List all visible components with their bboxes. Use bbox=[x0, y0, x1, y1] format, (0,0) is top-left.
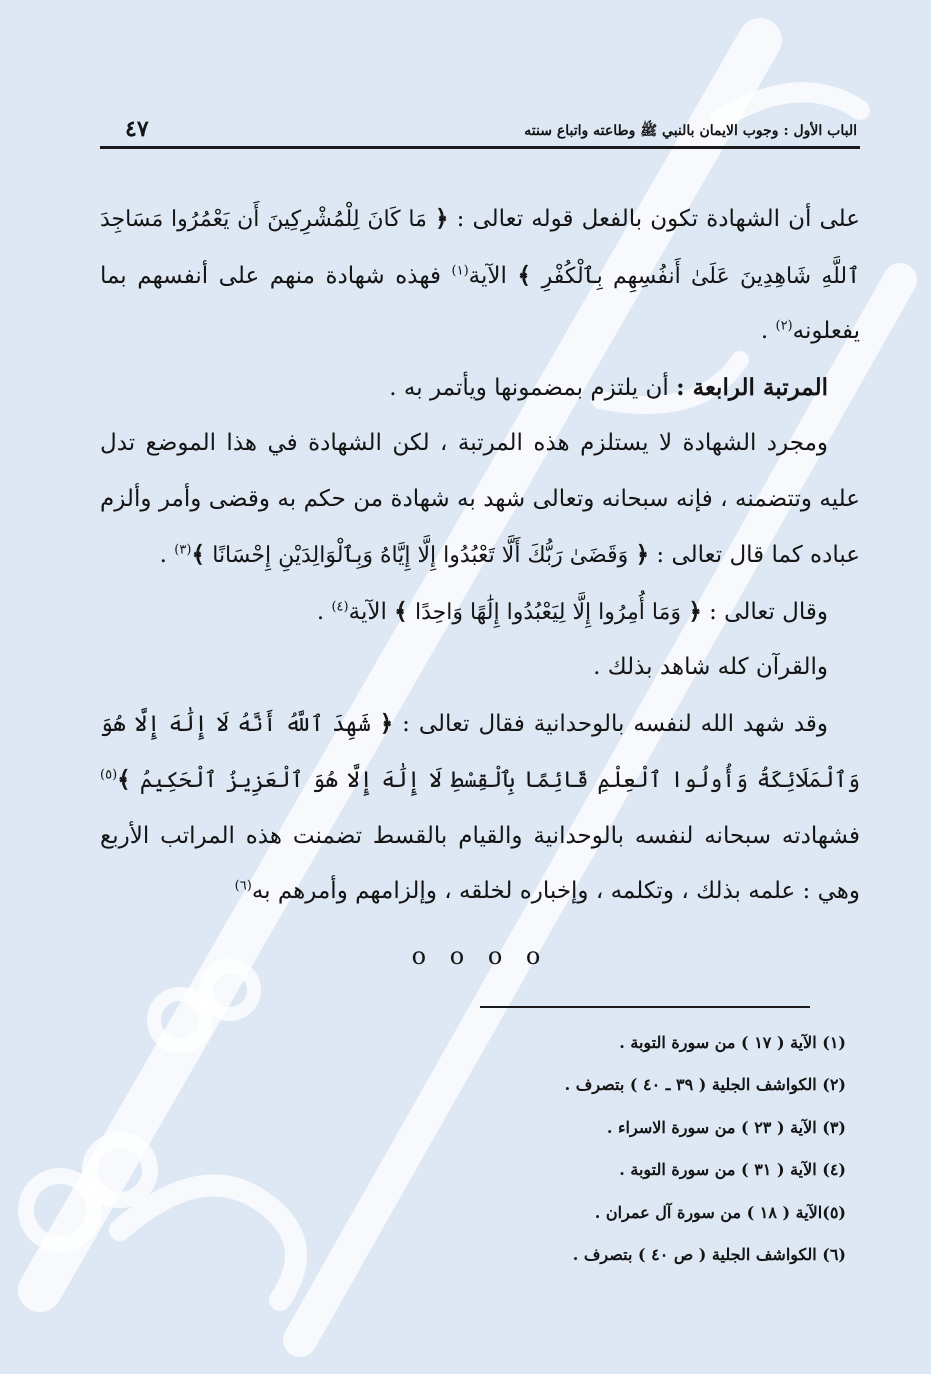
section-ornament: o o o o bbox=[411, 941, 549, 970]
footnote-divider bbox=[480, 1006, 810, 1008]
quran-verse: مَا كَانَ لِلْمُشْرِكِينَ أَن يَعْمُرُوا مَسَاجِدَ ٱللَّهِ شَاهِدِينَ عَلَىٰ أَنفُسِهِم بِٱلْكُفْرِ bbox=[100, 207, 861, 289]
paragraph-shahada-by-action bbox=[100, 191, 860, 360]
paragraph-oneness bbox=[100, 696, 860, 920]
footnote-item: (٥)الآية ( ١٨ ) من سورة آل عمران . bbox=[594, 1202, 846, 1222]
paragraph-text: وقال تعالى : bbox=[709, 598, 828, 625]
paragraph-commanded-worship bbox=[100, 584, 860, 641]
quran-verse: وَقَضَىٰ رَبُّكَ أَلَّا تَعْبُدُوا إِلَّا إِيَّاهُ وَبِٱلْوَالِدَيْنِ إِحْسَانًا bbox=[212, 543, 629, 568]
page-number: ٤٧ bbox=[125, 116, 149, 142]
body-text bbox=[100, 191, 860, 920]
quran-close-bracket: ﴾ bbox=[117, 766, 131, 793]
quran-open-bracket: ﴿ bbox=[435, 205, 449, 232]
paragraph-text: فشهادته سبحانه لنفسه بالوحدانية والقيام بالقسط تضمنت هذه المراتب الأربع وهي : علمه بذلك ، وتكلمه ، وإخباره لخلقه ، وإلزامهم وأمرهم به bbox=[100, 822, 860, 904]
paragraph-text: ومجرد الشهادة لا يستلزم هذه المرتبة ، لكن الشهادة في هذا الموضع تدل عليه وتتضمنه ، فإنه سبحانه وتعالى شهد به شهادة من حكم به وقضى وأمر وألزم عباده كما قال تعالى : bbox=[100, 430, 860, 568]
quran-verse: وَمَا أُمِرُوا إِلَّا لِيَعْبُدُوا إِلَٰهًا وَاحِدًا bbox=[414, 599, 682, 625]
paragraph-text: أن يلتزم بمضمونها ويأتمر به . bbox=[389, 374, 669, 401]
full-stop: . bbox=[760, 318, 769, 344]
footnote-item: (٣) الآية ( ٢٣ ) من سورة الاسراء . bbox=[606, 1117, 846, 1137]
footnote-marker: (١) bbox=[451, 262, 469, 278]
footnote-item: (٤) الآية ( ٣١ ) من سورة التوبة . bbox=[619, 1160, 846, 1180]
quran-verse: شَهِدَ ٱللَّهُ أَنَّهُ لَا إِلَٰهَ إِلَّا هُوَ وَٱلْمَلَائِكَةُ وَأُولُوا ٱلْعِلْمِ قَائِمًا بِٱلْقِسْطِ لَا إِلَٰهَ إِلَّا هُوَ ٱلْعَزِيزُ ٱلْحَكِيمُ bbox=[100, 711, 861, 793]
paragraph-mere-shahada bbox=[100, 416, 860, 584]
footnote-marker: (٤) bbox=[331, 598, 349, 614]
footnote-marker: (٦) bbox=[234, 878, 252, 894]
paragraph-quran-witness bbox=[100, 640, 860, 696]
verse-reference: الآية bbox=[468, 262, 507, 289]
running-title: الباب الأول : وجوب الايمان بالنبي ﷺ وطاعته واتباع سنته bbox=[524, 123, 857, 139]
quran-close-bracket: ﴾ bbox=[394, 597, 408, 625]
paragraph-text: فهذه شهادة منهم على أنفسهم بما يفعلونه bbox=[100, 262, 860, 344]
book-page bbox=[100, 110, 860, 1340]
section-lead: المرتبة الرابعة : bbox=[676, 373, 828, 401]
footnote-item: (٢) الكواشف الجلية ( ٣٩ ـ ٤٠ ) بتصرف . bbox=[564, 1075, 846, 1095]
footnote-marker: (٥) bbox=[100, 767, 118, 783]
verse-reference: الآية bbox=[348, 598, 387, 625]
footnote-item: (١) الآية ( ١٧ ) من سورة التوبة . bbox=[619, 1032, 846, 1052]
quran-open-bracket: ﴿ bbox=[379, 709, 394, 737]
quran-close-bracket: ﴾ bbox=[191, 541, 205, 568]
quran-open-bracket: ﴿ bbox=[635, 541, 650, 568]
running-header bbox=[100, 110, 860, 149]
paragraph-fourth-rank bbox=[100, 360, 860, 417]
footnote-marker: (٢) bbox=[775, 318, 793, 334]
footnotes bbox=[100, 1022, 860, 1278]
footnote-item: (٦) الكواشف الجلية ( ص ٤٠ ) بتصرف . bbox=[572, 1245, 846, 1265]
quran-open-bracket: ﴿ bbox=[688, 597, 702, 625]
footnote-marker: (٣) bbox=[174, 542, 192, 558]
full-stop: . bbox=[159, 542, 167, 568]
paragraph-text: على أن الشهادة تكون بالفعل قوله تعالى : bbox=[456, 206, 861, 232]
full-stop: . bbox=[316, 598, 325, 625]
quran-close-bracket: ﴾ bbox=[517, 261, 531, 289]
paragraph-text: والقرآن كله شاهد بذلك . bbox=[593, 654, 828, 680]
paragraph-text: وقد شهد الله لنفسه بالوحدانية فقال تعالى : bbox=[402, 710, 829, 737]
